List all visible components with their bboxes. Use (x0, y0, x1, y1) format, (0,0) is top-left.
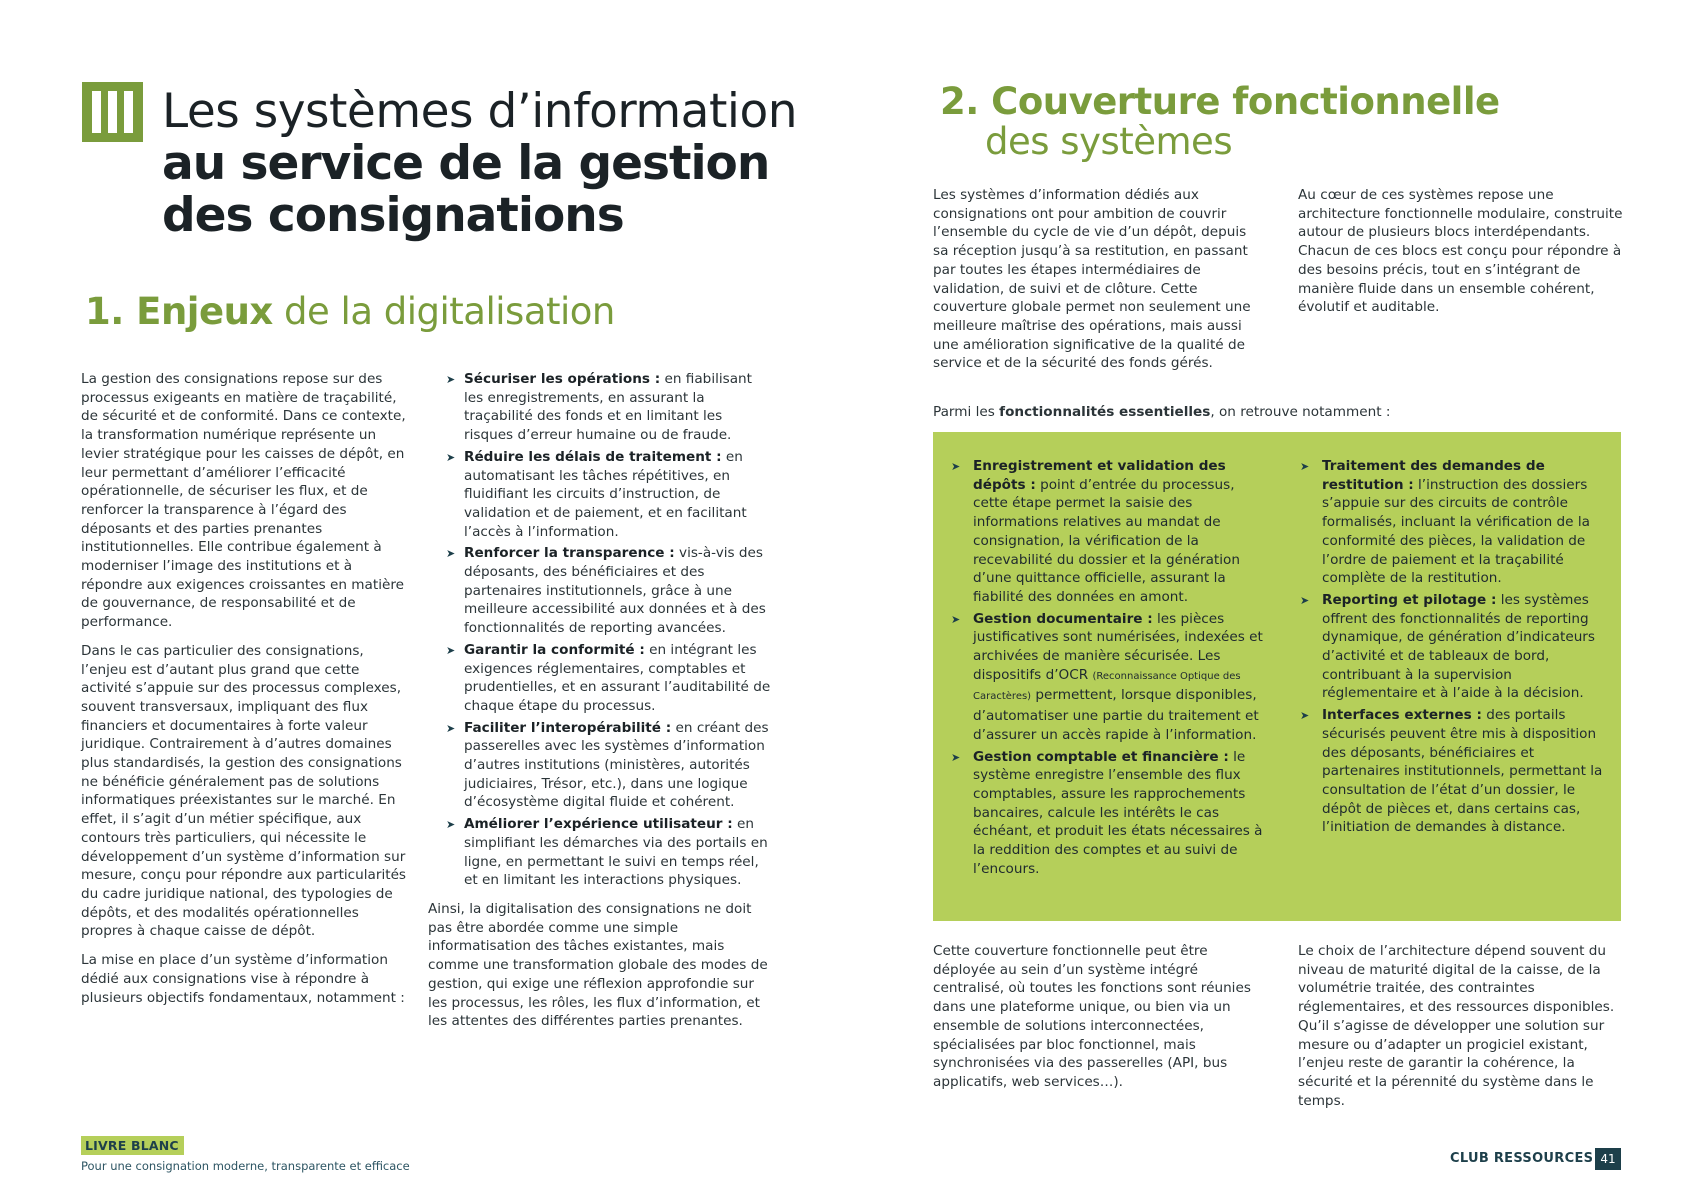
footer-club-name: CLUB RESSOURCES (1450, 1151, 1594, 1166)
list-item (1300, 706, 1605, 837)
list-item (951, 457, 1271, 607)
item-label: Améliorer l’expérience utilisateur : (464, 816, 733, 833)
features-column-left (951, 457, 1271, 881)
item-small-text: (Reconnaissance Optique des Caractères) (973, 670, 1241, 703)
arrow-icon: ➤ (446, 547, 456, 561)
section1-column-left (81, 370, 411, 1007)
list-item (951, 610, 1271, 745)
paragraph: Les systèmes d’information dédiés aux consignations ont pour ambition de couvrir l’ensemble du cycle de vie d’un dépôt, depuis sa réception jusqu’à sa restitution, en passant par toutes les étapes intermédiaires de validation, de suivi et de clôture. Cette couverture globale permet non seulement une meilleure maîtrise des opérations, mais aussi une amélioration significative de la qualité de service et de la sécurité des fonds gérés. (933, 187, 1251, 372)
item-label: Sécuriser les opérations : (464, 371, 661, 387)
objectives-list (446, 370, 771, 890)
arrow-icon: ➤ (951, 750, 961, 764)
title-line-2: au service de la gestion (162, 136, 770, 191)
section1-heading-bold: 1. Enjeux (85, 290, 273, 333)
section1-heading-rest: de la digitalisation (272, 290, 615, 333)
arrow-icon: ➤ (446, 450, 456, 464)
item-label: Traitement des demandes de restitution : (1322, 458, 1545, 493)
arrow-icon: ➤ (1300, 709, 1310, 723)
paragraph: Cette couverture fonctionnelle peut être déployée au sein d’un système intégré centralisé, où toutes les fonctions sont réunies dans une plateforme unique, ou bien via un ensemble de solutions interconnectées, spécialisées par bloc fonctionnel, mais synchronisées via des passerelles (API, bus applicatifs, web services…). (933, 943, 1251, 1090)
footer-subtitle: Pour une consignation moderne, transparente et efficace (81, 1159, 410, 1173)
item-text: les pièces justificatives sont numérisées, indexées et archivées de manière sécurisée. Les dispositifs d’OCR (973, 610, 1263, 683)
arrow-icon: ➤ (951, 460, 961, 473)
list-item (446, 370, 771, 445)
list-item (446, 448, 771, 542)
paragraph: Dans le cas particulier des consignations, l’enjeu est d’autant plus grand que cette activité s’appuie sur des processus complexes, souvent transversaux, impliquant des flux financiers et documentaires à forte valeur juridique. Contrairement à d’autres domaines plus standardisés, la gestion des consignations ne bénéficie généralement pas de solutions informatiques préexistantes sur le marché. En effet, il s’agit d’un métier spécifique, aux contours très particuliers, qui nécessite le développement d’un système d’information sur mesure, conçu pour répondre aux particularités du cadre juridique national, des typologies de dépôts, et des modalités opérationnelles propres à chaque caisse de dépôt. (81, 642, 407, 940)
list-item (1300, 457, 1605, 588)
item-label: Gestion documentaire : (973, 610, 1153, 627)
title-line-1: Les systèmes d’information (162, 84, 797, 139)
item-text: l’instruction des dossiers s’appuie sur des circuits de contrôle formalisés, incluant la vérification de la conformité des pièces, la validation de l’ordre de paiement et la traçabilité complète de la restitution. (1322, 476, 1590, 587)
paragraph: Le choix de l’architecture dépend souvent du niveau de maturité digital de la caisse, de la volumétrie traitée, des contraintes réglementaires, et des ressources disponibles. Qu’il s’agisse de développer une solution sur mesure ou d’adapter un progiciel existant, l’enjeu reste de garantir la cohérence, la sécurité et la pérennité du système dans le temps. (1298, 943, 1615, 1109)
section2-bottom-right (1298, 942, 1623, 1110)
item-text: en automatisant les tâches répétitives, en fluidifiant les circuits d’instruction, de validation et de paiement, et en facilitant l’accès à l’information. (464, 448, 747, 540)
roman-bar (108, 91, 117, 133)
section2-bottom-left (933, 942, 1263, 1092)
item-label: Faciliter l’interopérabilité : (464, 719, 672, 736)
list-item (446, 641, 771, 716)
section2-intro-left (933, 186, 1263, 373)
item-text: le système enregistre l’ensemble des flux comptables, assure les rapprochements bancaires, calcule les intérêts le cas échéant, et produit les états nécessaires à la reddition des comptes et au suivi de l’encours. (973, 748, 1263, 877)
section1-column-right (428, 370, 771, 1031)
roman-numeral-badge (82, 82, 143, 142)
item-text: permettent, lorsque disponibles, d’automatiser une partie du traitement et d’assurer un accès rapide à l’information. (973, 687, 1259, 743)
item-label: Garantir la conformité : (464, 641, 645, 658)
footer-badge: LIVRE BLANC (81, 1136, 184, 1155)
item-text: en créant des passerelles avec les systèmes d’information d’autres institutions (ministères, autorités judiciaires, Trésor, etc.), dans une logique d’écosystème digital fluide et cohérent. (464, 719, 769, 811)
conclusion-paragraph: Ainsi, la digitalisation des consignations ne doit pas être abordée comme une simple informatisation des tâches existantes, mais comme une transformation globale des modes de gestion, qui exige une réflexion approfondie sur les processus, les rôles, les flux d’information, et les attentes des différentes parties prenantes. (428, 900, 768, 1030)
section2-heading (940, 82, 1500, 162)
paragraph: La mise en place d’un système d’information dédié aux consignations vise à répondre à plusieurs objectifs fondamentaux, notamment : (81, 952, 405, 1006)
features-column-right (1300, 457, 1605, 840)
page-title (162, 86, 802, 242)
item-label: Interfaces externes : (1322, 707, 1482, 724)
arrow-icon: ➤ (446, 818, 456, 832)
lead-text: Parmi les (933, 404, 1000, 420)
roman-bar (124, 91, 133, 133)
section2-intro-right (1298, 186, 1623, 317)
item-text: point d’entrée du processus, cette étape permet la saisie des informations relatives au mandat de consignation, la vérification de la recevabilité du dossier et la génération d’une quittance officielle, assurant la fiabilité des données en amont. (973, 476, 1240, 605)
section1-heading (85, 290, 615, 334)
paragraph: La gestion des consignations repose sur des processus exigeants en matière de traçabilité, de sécurité et de conformité. Dans ce contexte, la transformation numérique représente un levier stratégique pour les caisses de dépôt, en leur permettant d’améliorer l’efficacité opérationnelle, de sécuriser les flux, et de renforcer la transparence à l’égard des déposants et des parties prenantes institutionnelles. Elle contribue également à moderniser l’image des institutions et à répondre aux exigences croissantes en matière de gouvernance, de responsabilité et de performance. (81, 371, 406, 631)
list-item (446, 815, 771, 890)
lead-text: , on retrouve notamment : (1210, 404, 1391, 420)
page-number: 41 (1595, 1148, 1621, 1170)
item-label: Reporting et pilotage : (1322, 591, 1497, 608)
paragraph: Au cœur de ces systèmes repose une architecture fonctionnelle modulaire, construite autour de plusieurs blocs interdépendants. Chacun de ces blocs est conçu pour répondre à des besoins précis, tout en s’intégrant de manière fluide dans un ensemble cohérent, évolutif et auditable. (1298, 187, 1623, 316)
arrow-icon: ➤ (951, 612, 961, 626)
arrow-icon: ➤ (1300, 460, 1310, 473)
item-text: les systèmes offrent des fonctionnalités de reporting dynamique, de génération d’indicateurs d’activité et de tableaux de bord, contribuant à la supervision réglementaire et à l’aide à la décision. (1322, 591, 1595, 702)
arrow-icon: ➤ (1300, 593, 1310, 607)
lead-bold: fonctionnalités essentielles (999, 404, 1211, 420)
list-item (1300, 591, 1605, 703)
title-line-3: des consignations (162, 188, 624, 243)
item-label: Renforcer la transparence : (464, 545, 675, 562)
item-label: Enregistrement et validation des dépôts : (973, 458, 1226, 493)
arrow-icon: ➤ (446, 643, 456, 657)
list-item (446, 544, 771, 638)
section2-heading-line1: 2. Couverture fonctionnelle (940, 80, 1500, 123)
item-label: Gestion comptable et financière : (973, 748, 1229, 765)
roman-bar (92, 91, 101, 133)
list-item (951, 748, 1271, 879)
item-text: en fiabilisant les enregistrements, en assurant la traçabilité des fonds et en limitant les risques d’erreur humaine ou de fraude. (464, 371, 753, 444)
item-text: en simplifiant les démarches via des portails en ligne, en permettant le suivi en temps réel, et en limitant les interactions physiques. (464, 816, 768, 889)
section2-lead (933, 403, 1623, 422)
item-label: Réduire les délais de traitement : (464, 448, 722, 465)
arrow-icon: ➤ (446, 721, 456, 735)
item-text: des portails sécurisés peuvent être mis à disposition des déposants, bénéficiaires et partenaires institutionnels, permettant la consultation de l’état d’un dossier, le dépôt de pièces et, dans certains cas, l’initiation de demandes à distance. (1322, 707, 1603, 836)
item-text: en intégrant les exigences réglementaires, comptables et prudentielles, et en assurant l’auditabilité de chaque étape du processus. (464, 641, 771, 714)
arrow-icon: ➤ (446, 373, 456, 386)
item-text: vis-à-vis des déposants, des bénéficiaires et des partenaires institutionnels, grâce à une meilleure accessibilité aux données et à des fonctionnalités de reporting avancées. (464, 545, 766, 637)
section2-heading-line2: des systèmes (985, 120, 1233, 163)
list-item (446, 719, 771, 813)
